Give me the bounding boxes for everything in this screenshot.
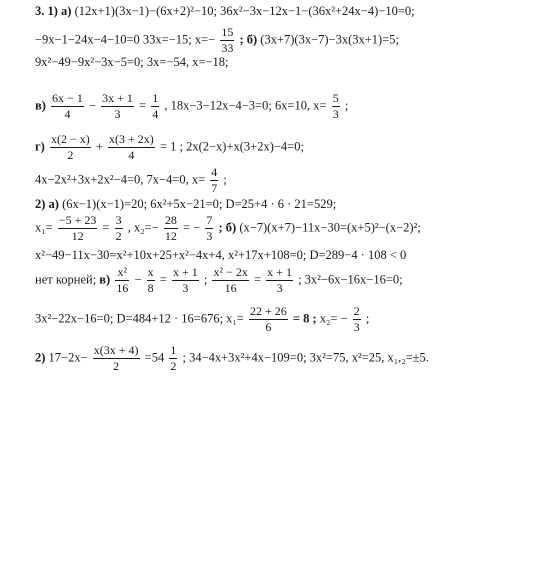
fraction-denominator: 16 bbox=[224, 281, 237, 295]
task2-line5 bbox=[35, 305, 369, 334]
x2-label: , x₂=− bbox=[127, 220, 159, 235]
fraction-numerator: x(3 + 2x) bbox=[109, 132, 154, 146]
operator: = bbox=[102, 220, 110, 235]
operator: − bbox=[134, 272, 142, 287]
fraction-numerator: x bbox=[147, 265, 154, 279]
fraction-numerator: 15 bbox=[221, 25, 234, 39]
fraction bbox=[115, 266, 129, 295]
task2-v-rest: ; 3x²−6x−16x−16=0; bbox=[298, 272, 403, 287]
fraction bbox=[151, 92, 159, 121]
fraction bbox=[115, 214, 123, 243]
separator: ; bbox=[203, 272, 208, 287]
fraction-denominator: 4 bbox=[64, 107, 71, 121]
fraction bbox=[164, 214, 178, 243]
fraction-denominator: 4 bbox=[152, 107, 159, 121]
task2-line5-end: ; bbox=[365, 311, 370, 326]
fraction bbox=[220, 26, 234, 55]
task3-g2-text: 4x−2x²+3x+2x²−4=0, 7x−4=0, x= bbox=[35, 172, 206, 187]
task2-line3 bbox=[35, 248, 406, 262]
fraction-numerator: 1 bbox=[170, 343, 177, 357]
task3-line2 bbox=[35, 26, 399, 55]
task3-v-end: ; bbox=[344, 98, 349, 113]
fraction-numerator: x(3x + 4) bbox=[93, 343, 139, 357]
task2-label: 2) а) bbox=[35, 197, 59, 211]
operator: = bbox=[253, 272, 262, 287]
task3-g-line2 bbox=[35, 166, 227, 195]
fraction bbox=[147, 266, 155, 295]
task3-b-text: (3x+7)(3x−7)−3x(3x+1)=5; bbox=[260, 32, 399, 47]
fraction-numerator: 5 bbox=[332, 91, 339, 105]
operator: + bbox=[95, 139, 103, 154]
task2-line5-text: 3x²−22x−16=0; D=484+12 · 16=676; x₁= bbox=[35, 311, 244, 326]
fraction-denominator: 2 bbox=[67, 148, 74, 162]
fraction-numerator: 3 bbox=[115, 213, 122, 227]
task3-g-label: г) bbox=[35, 139, 45, 154]
fraction-denominator: 2 bbox=[113, 359, 120, 373]
operator: − bbox=[88, 98, 97, 113]
fraction-denominator: 6 bbox=[265, 320, 272, 334]
fraction-numerator: x² bbox=[115, 266, 129, 281]
fraction-numerator: x + 1 bbox=[172, 265, 198, 279]
task2b-eq: =54 bbox=[144, 350, 165, 365]
task3-label: 3. 1) а) bbox=[35, 4, 72, 18]
task2b-rest: ; 34−4x+3x²+4x−109=0; 3x²=75, x²=25, x₁,₂=±5. bbox=[182, 350, 429, 365]
task2-line1-text: (6x−1)(x−1)=20; 6x²+5x−21=0; D=25+4 · 6 · 21=529; bbox=[62, 197, 337, 211]
task3-line1 bbox=[35, 4, 415, 18]
fraction-denominator: 7 bbox=[211, 181, 218, 195]
task2b-label: 2) bbox=[35, 350, 46, 365]
fraction bbox=[353, 305, 361, 334]
fraction bbox=[205, 214, 213, 243]
task2-line2 bbox=[35, 214, 421, 243]
fraction bbox=[169, 344, 177, 373]
fraction-numerator: 2 bbox=[353, 304, 360, 318]
task2b-line bbox=[35, 344, 429, 373]
task3-v-line bbox=[35, 92, 348, 121]
fraction bbox=[212, 266, 248, 295]
operator: = bbox=[159, 272, 167, 287]
fraction-numerator: x(2 − x) bbox=[50, 132, 90, 146]
task3-g2-end: ; bbox=[223, 172, 227, 187]
operator: = − bbox=[183, 220, 201, 235]
task2-b-text: (x−7)(x+7)−11x−30=(x+5)²−(x−2)²; bbox=[239, 220, 421, 235]
fraction-denominator: 2 bbox=[170, 359, 177, 373]
fraction-denominator: 12 bbox=[71, 229, 84, 243]
fraction-denominator: 33 bbox=[221, 41, 234, 55]
task3-v-label: в) bbox=[35, 98, 46, 113]
task2-line4 bbox=[35, 266, 403, 295]
task2-b-label: ; б) bbox=[218, 220, 237, 235]
fraction-denominator: 16 bbox=[116, 281, 129, 295]
fraction bbox=[101, 92, 134, 121]
task2-line3-text: x²−49−11x−30=x²+10x+25+x²−4x+4, x²+17x+108=0; D=289−4 · 108 < 0 bbox=[35, 248, 407, 262]
fraction-denominator: 12 bbox=[164, 229, 177, 243]
operator: = bbox=[139, 98, 147, 113]
fraction bbox=[210, 166, 218, 195]
fraction-numerator: 7 bbox=[206, 213, 213, 227]
fraction-numerator: x² − 2x bbox=[213, 265, 248, 279]
fraction-denominator: 3 bbox=[353, 320, 360, 334]
fraction bbox=[249, 305, 288, 334]
fraction-denominator: 3 bbox=[182, 281, 189, 295]
x2-label: x₂= − bbox=[319, 311, 348, 326]
fraction-denominator: 3 bbox=[332, 107, 339, 121]
fraction bbox=[266, 266, 293, 295]
task3-b-label: ; б) bbox=[239, 32, 258, 47]
fraction bbox=[108, 133, 155, 162]
fraction bbox=[332, 92, 340, 121]
fraction-denominator: 4 bbox=[128, 148, 135, 162]
fraction-numerator: 1 bbox=[152, 91, 159, 105]
fraction-denominator: 3 bbox=[206, 229, 213, 243]
fraction bbox=[51, 92, 84, 121]
fraction bbox=[50, 133, 91, 162]
fraction-numerator: 4 bbox=[211, 165, 218, 179]
no-roots-text: нет корней; bbox=[35, 272, 97, 287]
x1-result: = 8 ; bbox=[292, 311, 317, 326]
fraction-denominator: 2 bbox=[115, 229, 122, 243]
task3-g-line bbox=[35, 133, 304, 162]
x1-label: x₁= bbox=[35, 220, 53, 235]
fraction-denominator: 3 bbox=[276, 281, 283, 295]
task3-line3-text: 9x²−49−9x²−3x−5=0; 3x=−54, x=−18; bbox=[35, 55, 229, 69]
fraction-denominator: 8 bbox=[147, 281, 154, 295]
task2-v-label: в) bbox=[99, 272, 111, 287]
fraction bbox=[93, 344, 140, 373]
task3-g-rest: = 1 ; 2x(2−x)+x(3+2x)−4=0; bbox=[159, 139, 304, 154]
fraction-numerator: −5 + 23 bbox=[58, 213, 97, 227]
fraction-denominator: 3 bbox=[114, 107, 121, 121]
fraction-numerator: 28 bbox=[164, 213, 177, 227]
fraction-numerator: 6x − 1 bbox=[52, 91, 83, 105]
fraction bbox=[58, 214, 98, 243]
task3-line1-text: (12x+1)(3x−1)−(6x+2)²−10; 36x²−3x−12x−1−(36x²+24x−4)−10=0; bbox=[74, 4, 415, 18]
task3-line2-text: −9x−1−24x−4−10=0 33x=−15; x=− bbox=[35, 32, 216, 47]
fraction bbox=[172, 266, 199, 295]
task2b-pre: 17−2x− bbox=[48, 350, 88, 365]
fraction-numerator: 3x + 1 bbox=[102, 91, 133, 105]
fraction-numerator: x + 1 bbox=[267, 265, 292, 279]
task2-line1 bbox=[35, 197, 336, 211]
task3-line3 bbox=[35, 55, 229, 69]
task3-v-rest: , 18x−3−12x−4−3=0; 6x=10, x= bbox=[164, 98, 327, 113]
fraction-numerator: 22 + 26 bbox=[249, 304, 287, 318]
